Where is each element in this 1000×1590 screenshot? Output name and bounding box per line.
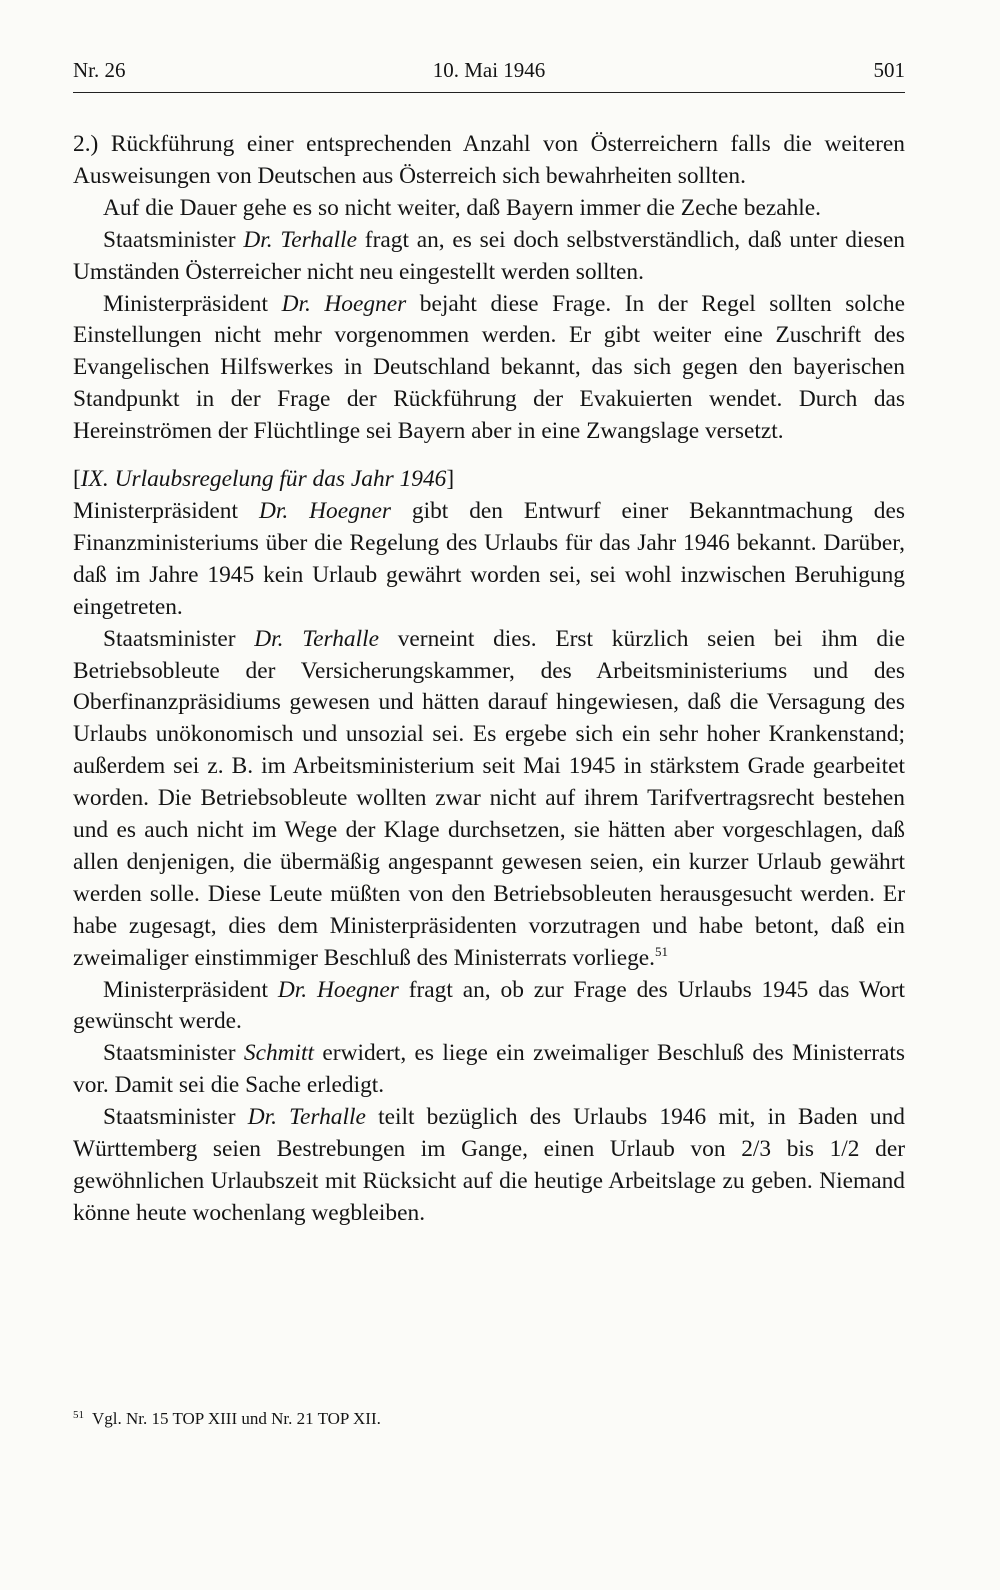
main-text [73, 93, 905, 1230]
footnote-reference[interactable]: 51 [655, 943, 669, 959]
bracket-close: ] [446, 466, 455, 493]
page-number: 501 [873, 58, 905, 82]
section-heading [73, 464, 905, 496]
speaker-title: Ministerpräsident [103, 976, 278, 1003]
speaker-title: Staatsminister [103, 226, 244, 253]
paragraph-3 [73, 225, 905, 289]
paragraph-8 [73, 1038, 905, 1102]
speaker-title: Staatsminister [103, 1040, 244, 1067]
document-page [73, 54, 905, 1230]
paragraph-text: bejaht diese Frage. In der Regel sollten solche Einstellungen nicht mehr vorgenommen werden. Er gibt weiter eine Zuschrift des Evangelischen Hilfswerkes in Deutschland bekannt, das sich gegen den bayerischen Standpunkt in der Frage der Rückführung der Evakuierten wendet. Durch das Hereinströmen der Flüchtlinge sei Bayern aber in eine Zwangslage versetzt. [73, 290, 905, 445]
speaker-name: Dr. Hoegner [281, 290, 407, 317]
speaker-title: Staatsminister [103, 1104, 248, 1131]
footnote-number: 51 [73, 1409, 84, 1421]
bracket-open: [ [73, 466, 81, 493]
paragraph-2 [73, 193, 905, 225]
speaker-name: Schmitt [243, 1040, 315, 1067]
paragraph-text: verneint dies. Erst kürzlich seien bei ihm die Betriebsobleute der Versicherungskammer, des Arbeitsministeriums und des Oberfinanzpräsidiums gewesen und hätten darauf hingewiesen, daß die Versagung des Urlaubs unökonomisch und unsozial sei. Es ergebe sich ein sehr hoher Krankenstand; außerdem sei z. B. im Arbeitsministerium seit Mai 1945 in stärkstem Grade gearbeitet worden. Die Betriebsobleute wollten zwar nicht auf ihrem Tarifvertragsrecht bestehen und es auch nicht im Wege der Klage durchsetzen, sie hätten aber vorgeschlagen, daß allen denjenigen, die übermäßig angespannt gewesen seien, ein kurzer Urlaub gewährt werden solle. Diese Leute müßten von den Betriebsobleuten herausgesucht werden. Er habe zugesagt, dies dem Ministerpräsidenten vorzutragen und habe betont, daß ein zweimaliger einstimmiger Beschluß des Ministerrats vorliege. [73, 625, 905, 971]
paragraph-1 [73, 129, 905, 193]
speaker-title: Ministerpräsident [103, 290, 282, 317]
speaker-name: Dr. Terhalle [247, 1104, 366, 1131]
speaker-name: Dr. Hoegner [277, 976, 399, 1003]
running-header [73, 54, 905, 93]
paragraph-text: fragt an, es sei doch selbstverständlich, daß unter diesen Umständen Österreicher nicht neu eingestellt werden sollten. [73, 226, 905, 285]
speaker-title: Staatsminister [103, 625, 255, 652]
speaker-name: Dr. Terhalle [243, 226, 358, 253]
paragraph-9 [73, 1102, 905, 1230]
speaker-name: Dr. Hoegner [258, 497, 391, 524]
section-title: IX. Urlaubsregelung für das Jahr 1946 [80, 466, 447, 493]
paragraph-4 [73, 289, 905, 449]
paragraph-text: fragt an, ob zur Frage des Urlaubs 1945 das Wort gewünscht werde. [73, 976, 906, 1035]
session-date: 10. Mai 1946 [432, 58, 546, 82]
paragraph-text: teilt bezüglich des Urlaubs 1946 mit, in Baden und Württemberg seien Bestrebungen im Gange, einen Urlaub von 2/3 bis 1/2 der gewöhnlichen Urlaubszeit mit Rücksicht auf die heutige Arbeitslage zu geben. Niemand könne heute wochenlang wegbleiben. [73, 1104, 905, 1226]
paragraph-7 [73, 975, 905, 1039]
speaker-name: Dr. Terhalle [254, 625, 379, 652]
paragraph-5 [73, 496, 905, 624]
paragraph-text: Auf die Dauer gehe es so nicht weiter, daß Bayern immer die Zeche bezahle. [103, 194, 822, 221]
document-number: Nr. 26 [73, 58, 126, 82]
paragraph-text: 2.) Rückführung einer entsprechenden Anzahl von Österreichern falls die weiteren Ausweisungen von Deutschen aus Österreich sich bewahrheiten sollten. [73, 131, 905, 189]
footnote-text: Vgl. Nr. 15 TOP XIII und Nr. 21 TOP XII. [92, 1409, 381, 1428]
paragraph-6 [73, 624, 905, 975]
paragraph-text: gibt den Entwurf einer Bekanntmachung des Finanzministeriums über die Regelung des Urlaubs für das Jahr 1946 bekannt. Darüber, daß im Jahre 1945 kein Urlaub gewährt worden sei, sei wohl inzwischen Beruhigung eingetreten. [73, 497, 905, 620]
speaker-title: Ministerpräsident [73, 497, 259, 524]
paragraph-text: erwidert, es liege ein zweimaliger Beschluß des Ministerrats vor. Damit sei die Sache erledigt. [73, 1040, 905, 1099]
footnote [73, 1408, 905, 1430]
